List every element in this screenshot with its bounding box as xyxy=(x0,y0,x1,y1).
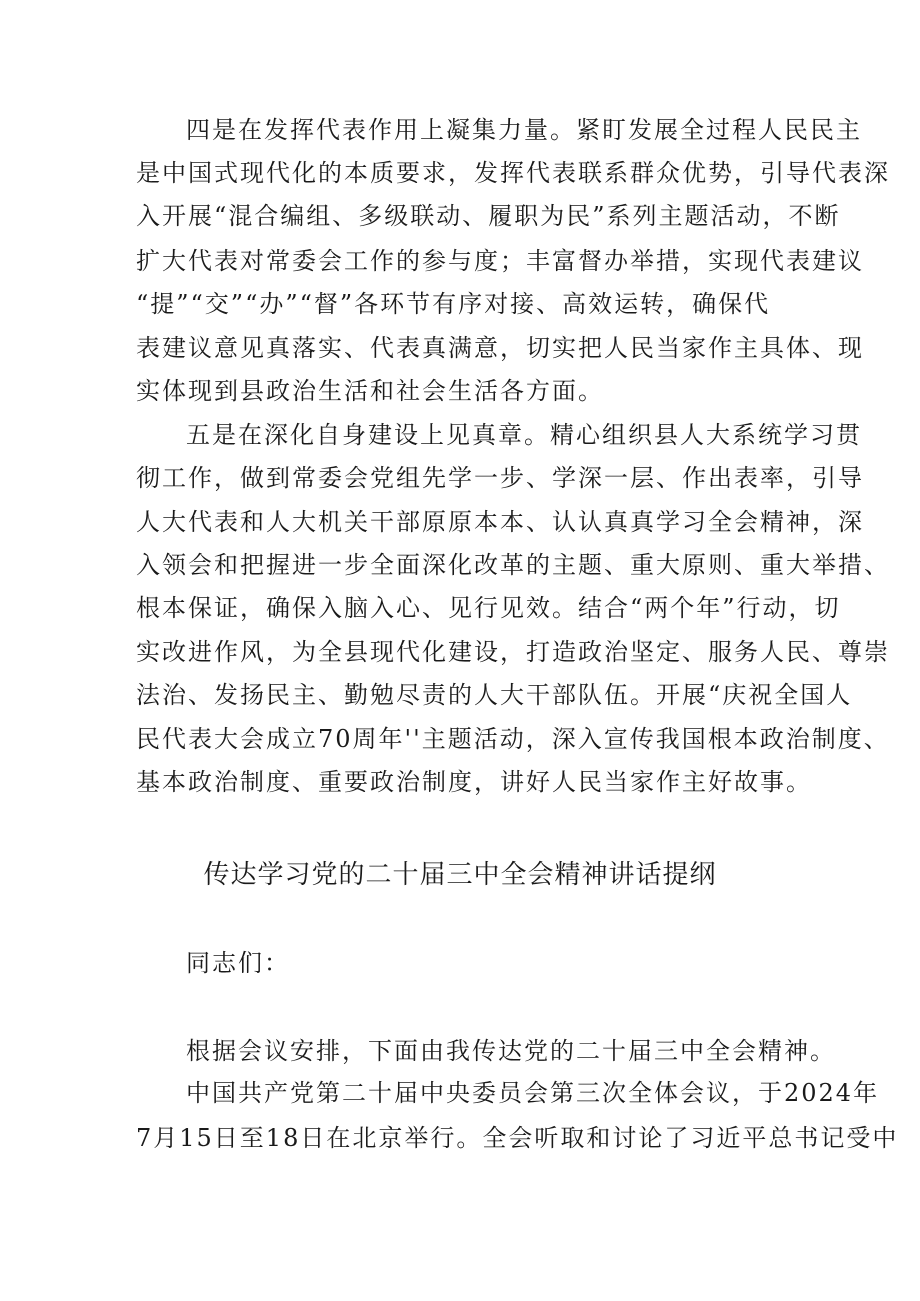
intro-line: 根据会议安排，下面由我传达党的二十届三中全会精神。 xyxy=(186,1037,836,1065)
text-line: 中国共产党第二十届中央委员会第三次全体会议，于2024年 xyxy=(186,1079,880,1107)
text-line: 民代表大会成立70周年''主题活动，深入宣传我国根本政治制度、 xyxy=(136,725,890,753)
text-line: 扩大代表对常委会工作的参与度；丰富督办举措，实现代表建议 xyxy=(136,247,864,275)
text-line: 彻工作，做到常委会党组先学一步、学深一层、作出表率，引导 xyxy=(136,464,864,492)
text-line: 法治、发扬民主、勤勉尽责的人大干部队伍。开展“庆祝全国人 xyxy=(136,681,853,709)
text-line: 五是在深化自身建设上见真章。精心组织县人大系统学习贯 xyxy=(186,421,862,449)
text-line: 入领会和把握进一步全面深化改革的主题、重大原则、重大举措、 xyxy=(136,551,890,579)
text-line: 是中国式现代化的本质要求，发挥代表联系群众优势，引导代表深 xyxy=(136,159,890,187)
document-title: 传达学习党的二十届三中全会精神讲话提纲 xyxy=(203,860,717,890)
text-line: 入开展“混合编组、多级联动、履职为民”系列主题活动，不断 xyxy=(136,202,841,230)
text-line: 实改进作风，为全县现代化建设，打造政治坚定、服务人民、尊崇 xyxy=(136,638,890,666)
text-line: 基本政治制度、重要政治制度，讲好人民当家作主好故事。 xyxy=(136,768,812,796)
text-line: 7月15日至18日在北京举行。全会听取和讨论了习近平总书记受中 xyxy=(136,1124,899,1152)
text-line: 根本保证，确保入脑入心、见行见效。结合“两个年”行动，切 xyxy=(136,594,841,622)
text-line: “提”“交”“办”“督”各环节有序对接、高效运转，确保代 xyxy=(136,290,771,318)
salutation: 同志们： xyxy=(186,949,290,977)
text-line: 四是在发挥代表作用上凝集力量。紧盯发展全过程人民民主 xyxy=(186,116,862,144)
text-line: 实体现到县政治生活和社会生活各方面。 xyxy=(136,377,604,405)
text-line: 人大代表和人大机关干部原原本本、认认真真学习全会精神，深 xyxy=(136,508,864,536)
text-line: 表建议意见真落实、代表真满意，切实把人民当家作主具体、现 xyxy=(136,334,864,362)
